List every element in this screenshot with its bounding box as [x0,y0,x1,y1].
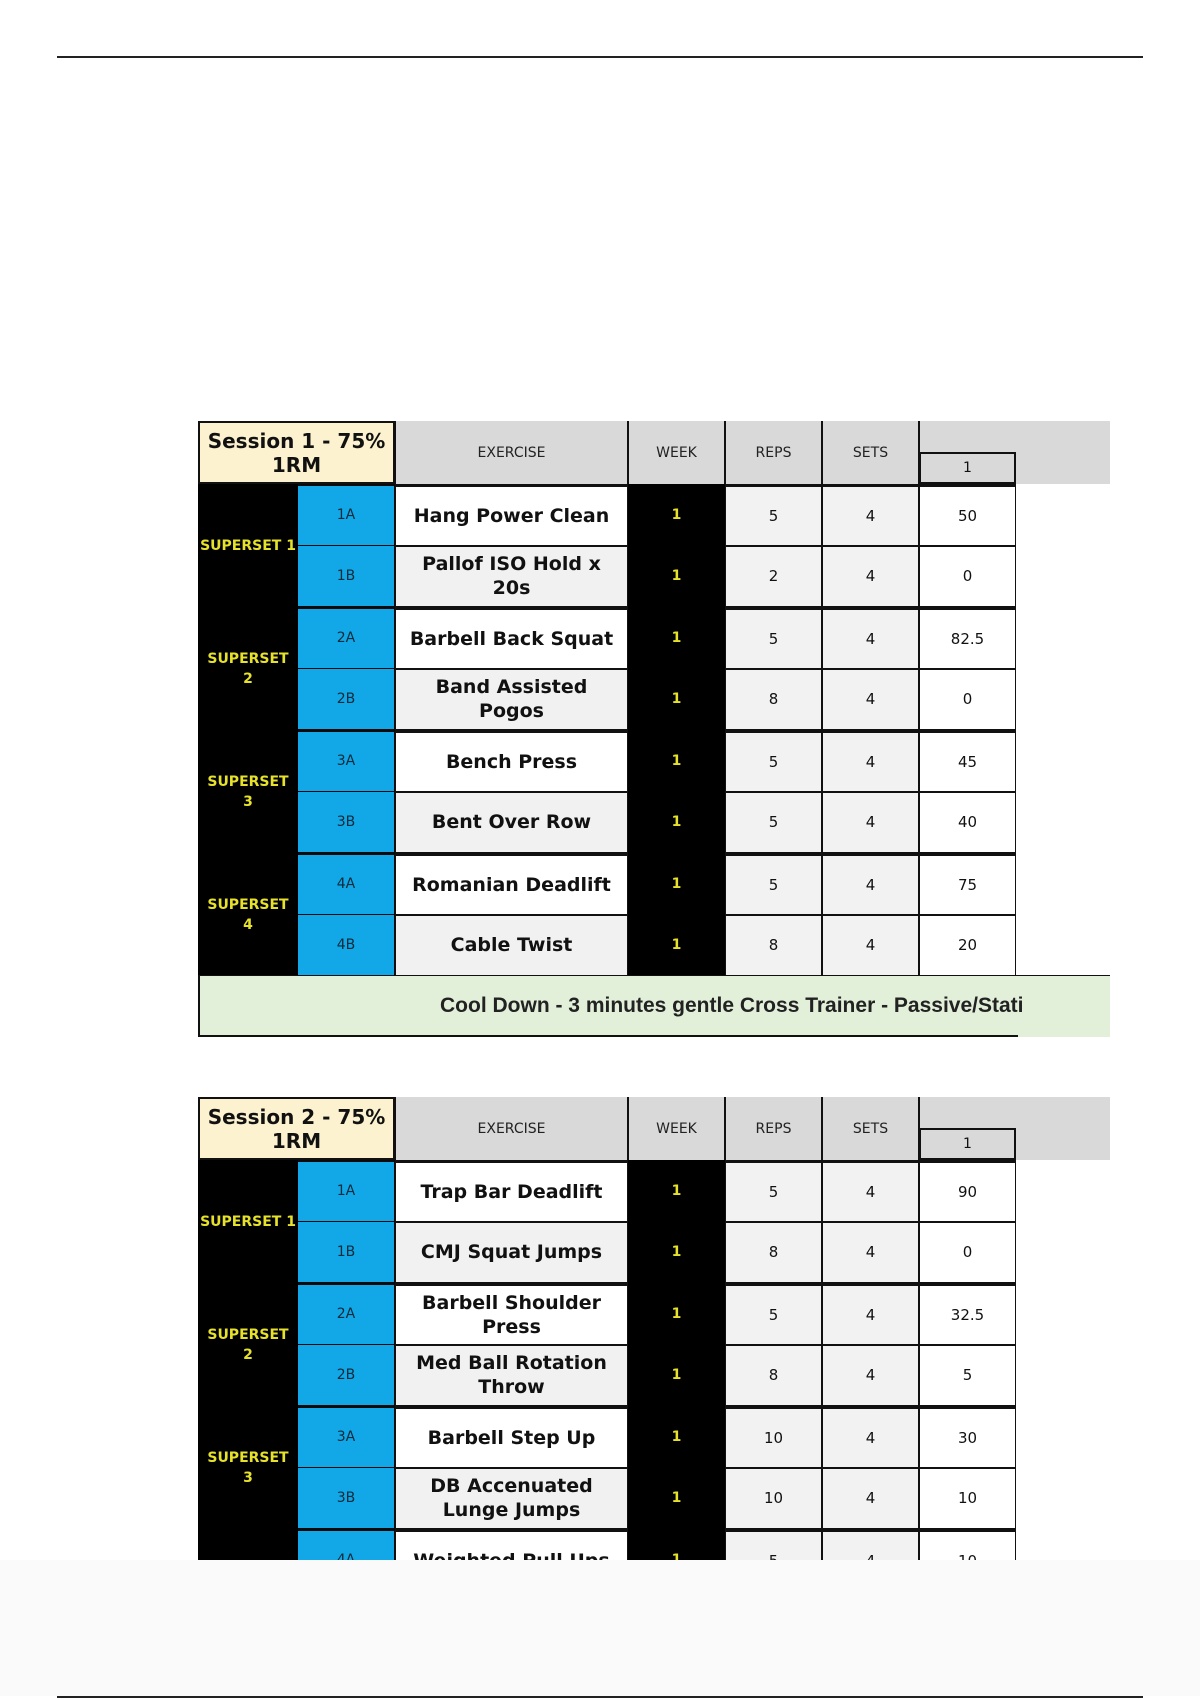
exercise-code: 2A [298,1283,395,1345]
load-value: 45 [919,730,1016,792]
week-value: 1 [671,629,682,646]
week-value: 1 [671,1490,682,1507]
sets-value: 4 [822,1283,919,1345]
sets-value: 4 [822,484,919,546]
week-value: 1 [671,875,682,892]
page-bottom-fade [0,1560,1200,1696]
exercise-code: 2B [298,669,395,731]
exercise-name: Barbell Shoulder Press [395,1283,628,1345]
load-value: 0 [919,546,1016,608]
exercise-code: 2A [298,607,395,669]
superset-label: SUPERSET 3 [207,1449,289,1486]
bottom-rule [57,1696,1143,1698]
reps-value: 5 [725,730,822,792]
superset-label: SUPERSET 1 [200,1213,296,1230]
column-header-reps: REPS [725,1097,822,1160]
column-subheader-week-1: 1 [919,1128,1016,1160]
column-header-reps: REPS [725,421,822,484]
session-2-table [198,1097,1110,1560]
exercise-code: 3A [298,1406,395,1468]
exercise-code: 1A [298,484,395,546]
load-value: 82.5 [919,607,1016,669]
load-value: 0 [919,669,1016,731]
week-value: 1 [671,1428,682,1445]
cooldown-row [198,975,1110,1037]
reps-value: 5 [725,1160,822,1222]
sets-value: 4 [822,1468,919,1530]
column-subheader-week-1: 1 [919,452,1016,484]
column-header-load [919,421,1016,453]
cooldown-bottom-border [198,1035,1018,1037]
superset-label: SUPERSET 2 [207,650,289,687]
superset-label: SUPERSET 4 [207,896,289,933]
column-header-week: WEEK [628,421,725,484]
week-value: 1 [671,752,682,769]
load-value: 20 [919,915,1016,977]
column-header-sets: SETS [822,1097,919,1160]
exercise-name: Romanian Deadlift [395,853,628,915]
reps-value: 10 [725,1468,822,1530]
sets-value: 4 [822,669,919,731]
exercise-name: Barbell Step Up [395,1406,628,1468]
exercise-name: CMJ Squat Jumps [395,1222,628,1284]
exercise-name: Bent Over Row [395,792,628,854]
reps-value: 5 [725,607,822,669]
session-title: Session 2 - 75% 1RM [198,1097,395,1160]
superset-label: SUPERSET 3 [207,773,289,810]
week-value: 1 [671,937,682,954]
load-value: 5 [919,1345,1016,1407]
week-value: 1 [671,691,682,708]
exercise-code: 1B [298,546,395,608]
week-value: 1 [671,814,682,831]
reps-value: 5 [725,484,822,546]
column-header-exercise: EXERCISE [395,1097,628,1160]
week-value: 1 [671,568,682,585]
sets-value: 4 [822,730,919,792]
exercise-name: Barbell Back Squat [395,607,628,669]
column-header-week: WEEK [628,1097,725,1160]
load-value: 90 [919,1160,1016,1222]
exercise-name: Med Ball Rotation Throw [395,1345,628,1407]
exercise-name: Bench Press [395,730,628,792]
week-value: 1 [671,1305,682,1322]
load-value: 40 [919,792,1016,854]
exercise-code: 4A [298,853,395,915]
exercise-code: 2B [298,1345,395,1407]
load-value: 30 [919,1406,1016,1468]
reps-value: 2 [725,546,822,608]
exercise-name: Band Assisted Pogos [395,669,628,731]
load-value: 10 [919,1468,1016,1530]
sets-value: 4 [822,915,919,977]
sets-value: 4 [822,1345,919,1407]
exercise-name: Pallof ISO Hold x 20s [395,546,628,608]
column-header-sets: SETS [822,421,919,484]
sets-value: 4 [822,792,919,854]
sets-value: 4 [822,546,919,608]
column-header-load [919,1097,1016,1129]
superset-label: SUPERSET 2 [207,1326,289,1363]
exercise-name: Trap Bar Deadlift [395,1160,628,1222]
exercise-name: DB Accenuated Lunge Jumps [395,1468,628,1530]
reps-value: 8 [725,669,822,731]
reps-value: 5 [725,853,822,915]
week-value: 1 [671,1244,682,1261]
cooldown-text: Cool Down - 3 minutes gentle Cross Trainer - Passive/Stati [440,994,1024,1017]
exercise-code: 3A [298,730,395,792]
exercise-code: 3B [298,792,395,854]
exercise-code: 1B [298,1222,395,1284]
reps-value: 10 [725,1406,822,1468]
reps-value: 8 [725,1222,822,1284]
week-value: 1 [671,506,682,523]
week-value: 1 [671,1182,682,1199]
reps-value: 8 [725,915,822,977]
reps-value: 8 [725,1345,822,1407]
session-1-table [198,421,1110,1037]
load-value: 50 [919,484,1016,546]
sets-value: 4 [822,1406,919,1468]
sets-value: 4 [822,853,919,915]
sets-value: 4 [822,1160,919,1222]
top-rule [57,56,1143,58]
sets-value: 4 [822,607,919,669]
load-value: 0 [919,1222,1016,1284]
column-header-exercise: EXERCISE [395,421,628,484]
reps-value: 5 [725,1283,822,1345]
reps-value: 5 [725,792,822,854]
exercise-code: 3B [298,1468,395,1530]
load-value: 32.5 [919,1283,1016,1345]
exercise-code: 4B [298,915,395,977]
superset-label: SUPERSET 1 [200,537,296,554]
exercise-code: 1A [298,1160,395,1222]
exercise-name: Cable Twist [395,915,628,977]
load-value: 75 [919,853,1016,915]
exercise-name: Hang Power Clean [395,484,628,546]
session-title: Session 1 - 75% 1RM [198,421,395,484]
sets-value: 4 [822,1222,919,1284]
week-value: 1 [671,1367,682,1384]
